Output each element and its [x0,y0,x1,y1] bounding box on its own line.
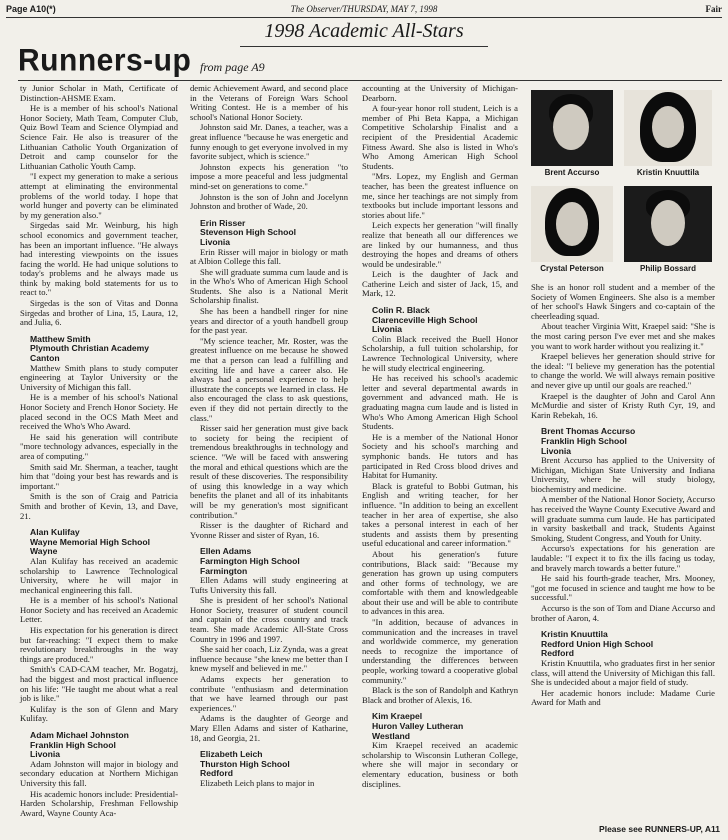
student-name: Kristin Knuuttila [541,629,608,640]
column-3 [362,84,518,790]
student-heading [30,731,178,760]
article-paragraph: Brent Accurso has applied to the University of Michigan, Michigan State University and Indiana University, where he will study biology, biochemistry and medicine. [531,455,715,494]
article-paragraph: A member of the National Honor Society, Accurso has received the Wayne County Executive Award and will graduate summa cum laude. He has participated in varsity basketball and track, Students Against Smoking, Student Congress, and Youth for Unity. [531,494,715,543]
student-name: Adam Michael Johnston [30,730,129,740]
article-paragraph: Smith's CAD-CAM teacher, Mr. Bogatzj, had the biggest and most practical influence on his life: "He taught me about what a real job is like." [20,664,178,704]
article-paragraph: He said his generation will contribute "more technology advances, especially in the area of computing." [20,431,178,461]
article-paragraph: She is an honor roll student and a member of the Society of Women Engineers. She also is a member of her school's Hawk Singers and co-captain of the cheerleading squad. [531,282,715,321]
article-paragraph: She is president of her school's National Honor Society, treasurer of student council and captain of the cross country and track team. She made Academic All-State Cross Country in 1996 and 1997. [190,595,348,644]
article-paragraph: Kristin Knuuttila, who graduates first in her senior class, will attend the University of Michigan this fall. She is undecided about a major field of study. [531,657,715,688]
article-paragraph: Elizabeth Leich plans to major in [200,777,315,788]
student-school: Clarenceville High School [372,314,478,325]
photo-caption: Crystal Peterson [540,264,604,273]
article-paragraph: He has received his school's academic letter and several departmental awards in government and advanced math. He is graduating magna cum laude and is listed in Who's Who Among American High School Students. [362,373,518,432]
article-paragraph: His academic honors include: Presidential-Harden Scholarship, Freshman Fellowship Award, Wayne County Aca- [20,788,178,818]
article-paragraph: Black is grateful to Bobbi Gutman, his English and writing teacher, for her influence. "In addition to being an excellent teacher in her area of expertise, she also takes a personal interest in each of her students and assists them by presenting useful educational and career information." [362,480,518,549]
article-paragraph: Adam Johnston will major in biology and secondary education at Northern Michigan University this fall. [20,758,178,788]
student-heading [541,630,715,659]
article-paragraph: Smith is the son of Craig and Patricia Smith and brother of Kevin, 13, and Dave, 21. [20,491,178,521]
student-school: Plymouth Christian Academy [30,343,150,354]
article-paragraph: She said her coach, Liz Zynda, was a great influence because "she knew me better than I knew myself and believed in me." [190,644,348,674]
student-school: Wayne Memorial High School [30,536,151,547]
article-paragraph: ty Junior Scholar in Math, Certificate of Distinction-AHSME Exam. [20,83,178,103]
face-shape [651,200,685,246]
portrait-photo [531,90,613,166]
article-paragraph: Accurso's expectations for his generation are laudable: "I expect it to fix the ills facing us today, and bravely march towards a better future." [531,543,715,573]
article-paragraph: Adams is the daughter of George and Mary Ellen Adams and sister of Katharine, 18, and Georgia, 21. [190,713,348,743]
student-heading [372,712,518,741]
article-paragraph: About his generation's future contributions, Black said: "Because my generation has grown up using computers and other forms of technology, we are comfortable with them and knowledgeable about their use and will be able to contribute to advances in this area. [362,548,518,617]
student-name: Matthew Smith [30,333,91,344]
article-paragraph: He is a member of his school's National Honor Society, Math Team, Computer Club, Quiz Bowl Team and Science Olympiad and Science Fair. He also is treasurer of the Lithuanian Catholic Youth Organization of Detroit and camp counselor for the Lithuanian Catholic Youth Camp. [20,103,178,171]
student-heading [200,547,348,576]
section-title-text: Runners-up [18,43,192,78]
student-city: Redford [541,648,574,659]
article-paragraph: Johnston said Mr. Danes, a teacher, was a great influence "because he was energetic and funny enough to get everyone involved in my favorite subject, which is science." [190,122,348,162]
photo-caption: Philip Bossard [639,264,696,273]
article-paragraph: Johnston is the son of John and Jocelynn Johnston and brother of Wade, 20. [190,191,348,212]
article-paragraph: Ellen Adams will study engineering at Tufts University this fall. [190,575,348,595]
student-heading [372,306,518,335]
continued-on: Please see RUNNERS-UP, A11 [599,824,720,834]
student-city: Redford [200,768,233,779]
student-name: Brent Thomas Accurso [541,426,636,437]
article-paragraph: He is a member of his school's National Honor Society and has received an Academic Letter. [20,595,178,625]
student-city: Wayne [30,546,58,557]
article-paragraph: Matthew Smith plans to study computer engineering at Taylor University or the University of Michigan this fall. [20,362,178,392]
student-heading [541,427,715,456]
article-paragraph: He said his fourth-grade teacher, Mrs. Mooney, "got me focused in science and taught me how to be successful." [531,573,715,603]
student-school: Huron Valley Lutheran [372,721,464,731]
title-rule [18,80,722,81]
article-paragraph: Alan Kulifay has received an academic scholarship to Lawrence Technological University, where he will major in mechanical engineering this fall. [20,555,178,595]
header-rule [6,17,722,18]
face-shape [553,104,589,150]
article-paragraph: "Mrs. Lopez, my English and German teacher, has been the greatest influence on me, since her teachings are not simply from textbooks but include important lessons and stories about life." [362,171,518,220]
column-2 [190,84,348,790]
article-paragraph: Leich is the daughter of Jack and Catherine Leich and sister of Jack, 15, and Mark, 12. [362,269,518,299]
article-paragraph: Kraepel is the daughter of John and Carol Ann McMurdie and sister of Kristy Ruth Cyr, 19, and Karin Rebekah, 16. [531,390,715,420]
article-paragraph: Erin Risser will major in biology or math at Albion College this fall. [190,246,348,267]
student-school: Thurston High School [200,758,290,769]
student-city: Westland [372,730,411,741]
article-paragraph: "I expect my generation to make a serious attempt at eliminating the environmental problems of the world today. I hope that world hunger and poverty can be eliminated by my generation also." [20,171,178,220]
student-name: Erin Risser [200,217,246,228]
student-school: Farmington High School [200,555,300,566]
column-4 [531,283,715,709]
article-paragraph: "In addition, because of advances in communication and the increases in travel and worldwide commerce, my generation needs to recognize the importance of understanding the differences between people, working toward a cooperative global community." [362,617,518,685]
article-paragraph: Sirgedas said Mr. Weinburg, his high school economics and government teacher, has been an important influence. "He always had interesting viewpoints on the issues facing the world. He had unique solutions to today's problems and he always made us think by making bold statements for us to react to." [20,220,178,298]
masthead-date: The Observer/THURSDAY, MAY 7, 1998 [290,4,438,14]
student-city: Livonia [541,445,572,456]
student-school: Redford Union High School [541,638,654,649]
student-city: Livonia [372,324,403,335]
article-paragraph: Black is the son of Randolph and Kathryn Black and brother of Alexis, 16. [362,685,518,705]
article-paragraph: His expectation for his generation is direct but far-reaching: "I expect them to make revolutionary breakthroughs in the way things are produced." [20,625,178,664]
article-paragraph: Kulifay is the son of Glenn and Mary Kulifay. [20,703,178,724]
page-label: Page A10(*) [6,4,56,14]
student-name: Elizabeth Leich [200,749,263,760]
article-paragraph: Smith said Mr. Sherman, a teacher, taught him that "doing your best has rewards and is important." [20,461,178,491]
face-shape [556,202,588,246]
article-paragraph: She will graduate summa cum laude and is in the Who's Who of American High School Students. She also is a National Merit Scholarship finalist. [190,266,348,306]
article-paragraph: He is a member of the National Honor Society and his school's marching and symphonic bands. He tutors and has participated in Red Cross blood drives and Habitat for Humanity. [362,431,518,481]
article-paragraph: Adams expects her generation to contribute "enthusiasm and determination that we have learned through our past experiences." [190,674,348,713]
portrait-photo [531,186,613,262]
portrait-photo [624,186,712,262]
student-school: Stevenson High School [200,227,296,238]
article-paragraph: A four-year honor roll student, Leich is a member of Phi Beta Kappa, a Michigan Competitive Scholarship Finalist and a recipient of the Presidential Academic Fitness Award. She also is listed in Who's Who Among American High School Students. [362,103,518,171]
student-name: Alan Kulifay [30,527,80,538]
article-paragraph: "My science teacher, Mr. Roster, was the greatest influence on me because he showed me that a person can lead a fulfilling and exciting life and have a career also. He always had a personal experience to help illustrate the concepts we learned in class. He also encouraged the class to ask questions, even if they did not pertain directly to the class." [190,335,348,423]
student-city: Livonia [30,749,61,760]
student-city: Farmington [200,565,248,576]
article-paragraph: Colin Black received the Buell Honor Scholarship, a full tuition scholarship, for Lawrence Technological University, where he will study electrical engineering. [362,333,518,373]
article-paragraph: Her academic honors include: Madame Curie Award for Math and [531,687,715,708]
column-1 [20,84,178,819]
student-heading [200,750,348,779]
header-right-label: Fair [705,4,722,14]
article-paragraph: Risser is the daughter of Richard and Yvonne Risser and sister of Ryan, 16. [190,520,348,540]
article-paragraph: About teacher Virginia Witt, Kraepel said: "She is the most caring person I've ever met and she makes you want to work harder without you realizing it." [531,321,715,351]
article-paragraph: Johnston expects his generation "to impose a more peaceful and less judgmental mind-set on generations to come." [190,161,348,191]
student-school: Franklin High School [541,435,627,446]
face-shape [652,106,684,148]
article-paragraph: Kim Kraepel received an academic scholarship to Wisconsin Lutheran College, where she will major in secondary or elementary education, business or both disciplines. [362,740,518,789]
section-title [18,44,191,78]
article-paragraph: demic Achievement Award, and second place in the Veterans of Foreign Wars School Writing Contest. He is a member of his school's National Honor Society. [190,83,348,122]
page-header [6,3,722,17]
student-city: Livonia [200,236,231,247]
photo-caption: Kristin Knuuttila [636,168,700,177]
section-banner: 1998 Academic All-Stars [264,20,464,42]
article-paragraph: accounting at the University of Michigan-Dearborn. [362,83,518,103]
article-paragraph: He is a member of his school's National Honor Society and French Honor Society. He placed second in the OCS Math Meet and received the Who's Who Award. [20,392,178,432]
student-school: Franklin High School [30,739,116,750]
student-city: Canton [30,353,60,364]
student-name: Ellen Adams [200,546,252,557]
article-paragraph: Sirgedas is the son of Vitas and Donna Sirgedas and brother of Lina, 15, Laura, 12, and Julia, 6. [20,298,178,328]
student-name: Kim Kraepel [372,711,423,722]
banner-rule [240,46,488,47]
article-paragraph: Risser said her generation must give back to society for being the recipient of tremendous breakthroughs in technology and science. "We will be faced with answering the moral and ethical questions which are the result of these discoveries. The responsibility of using this knowledge in a way which benefits the planet and all of its inhabitants will be my generation's most significant contribution." [190,423,348,520]
portrait-photo [624,90,712,166]
article-paragraph: Leich expects her generation "will finally realize that beneath all our differences we are linked by our humanness, and thus destroying the hopes and dreams of others would be undesirable." [362,220,518,269]
student-name: Colin R. Black [372,305,430,316]
student-heading [200,219,348,248]
article-paragraph: Kraepel believes her generation should strive for the ideal: "I believe my generation has the potential to change the world. We will always remain positive and never give up until our goals are reached." [531,351,715,390]
student-heading [30,335,178,364]
article-paragraph: She has been a handbell ringer for nine years and director of a youth handbell group for the past year. [190,306,348,336]
student-heading [30,528,178,557]
photo-caption: Brent Accurso [544,168,600,177]
continued-from: from page A9 [200,60,265,74]
article-paragraph: Accurso is the son of Tom and Diane Accurso and brother of Aaron, 4. [531,603,715,623]
